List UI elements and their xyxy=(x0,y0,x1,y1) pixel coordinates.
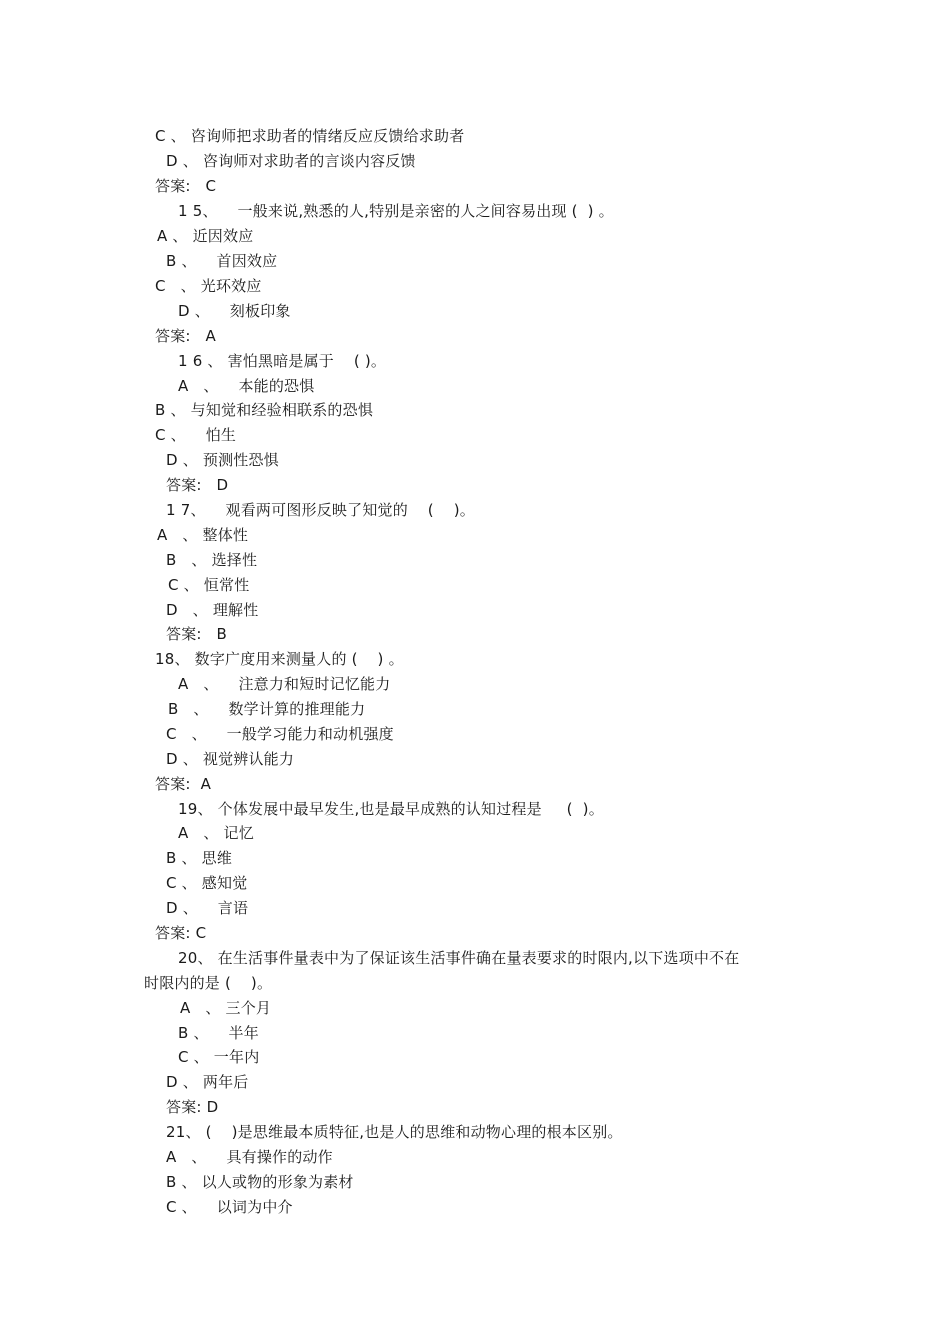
text-line: B 、 半年 xyxy=(178,1024,259,1042)
text-line: 19、 个体发展中最早发生,也是最早成熟的认知过程是 ( )。 xyxy=(178,800,604,818)
text-line: A 、 整体性 xyxy=(157,526,249,544)
text-line: C 、 恒常性 xyxy=(168,576,250,594)
text-line: A 、 本能的恐惧 xyxy=(178,377,315,395)
text-line: C 、 一般学习能力和动机强度 xyxy=(166,725,394,743)
text-line: 1 7、 观看两可图形反映了知觉的 ( )。 xyxy=(166,501,475,519)
text-line: B 、 以人或物的形象为素材 xyxy=(166,1173,354,1191)
text-line: A 、 注意力和短时记忆能力 xyxy=(178,675,391,693)
text-line: B 、 数学计算的推理能力 xyxy=(168,700,366,718)
text-line: C 、 以词为中介 xyxy=(166,1198,293,1216)
text-line: D 、 咨询师对求助者的言谈内容反馈 xyxy=(166,152,416,170)
text-line: 答案: D xyxy=(166,476,229,494)
text-line: 18、 数字广度用来测量人的 ( ) 。 xyxy=(155,650,404,668)
text-line: 21、 ( )是思维最本质特征,也是人的思维和动物心理的根本区别。 xyxy=(166,1123,623,1141)
text-line: B 、 与知觉和经验相联系的恐惧 xyxy=(155,401,374,419)
text-line: A 、 三个月 xyxy=(180,999,272,1017)
text-line: 1 5、 一般来说,熟悉的人,特别是亲密的人之间容易出现 ( ) 。 xyxy=(178,202,614,220)
text-line: B 、 思维 xyxy=(166,849,233,867)
text-line: D 、 刻板印象 xyxy=(178,302,291,320)
text-line: C 、 咨询师把求助者的情绪反应反馈给求助者 xyxy=(155,127,465,145)
text-line: C 、 怕生 xyxy=(155,426,237,444)
text-line: 1 6 、 害怕黑暗是属于 ( )。 xyxy=(178,352,387,370)
text-line: C 、 一年内 xyxy=(178,1048,260,1066)
text-line: 答案: C xyxy=(155,924,207,942)
text-line: 20、 在生活事件量表中为了保证该生活事件确在量表要求的时限内,以下选项中不在 xyxy=(178,949,740,967)
text-line: D 、 预测性恐惧 xyxy=(166,451,279,469)
text-line: A 、 记忆 xyxy=(178,824,254,842)
text-line: 答案: C xyxy=(155,177,217,195)
text-line: 答案: D xyxy=(166,1098,219,1116)
text-line: 答案: B xyxy=(166,625,228,643)
text-line: D 、 言语 xyxy=(166,899,249,917)
text-line: C 、 感知觉 xyxy=(166,874,248,892)
text-line: 时限内的是 ( )。 xyxy=(144,974,273,992)
text-line: B 、 首因效应 xyxy=(166,252,278,270)
text-line: C 、 光环效应 xyxy=(155,277,262,295)
text-line: A 、 具有操作的动作 xyxy=(166,1148,333,1166)
text-line: D 、 理解性 xyxy=(166,601,259,619)
text-line: 答案: A xyxy=(155,327,217,345)
text-line: D 、 视觉辨认能力 xyxy=(166,750,295,768)
text-line: B 、 选择性 xyxy=(166,551,258,569)
text-line: 答案: A xyxy=(155,775,212,793)
text-line: D 、 两年后 xyxy=(166,1073,249,1091)
text-line: A 、 近因效应 xyxy=(157,227,254,245)
